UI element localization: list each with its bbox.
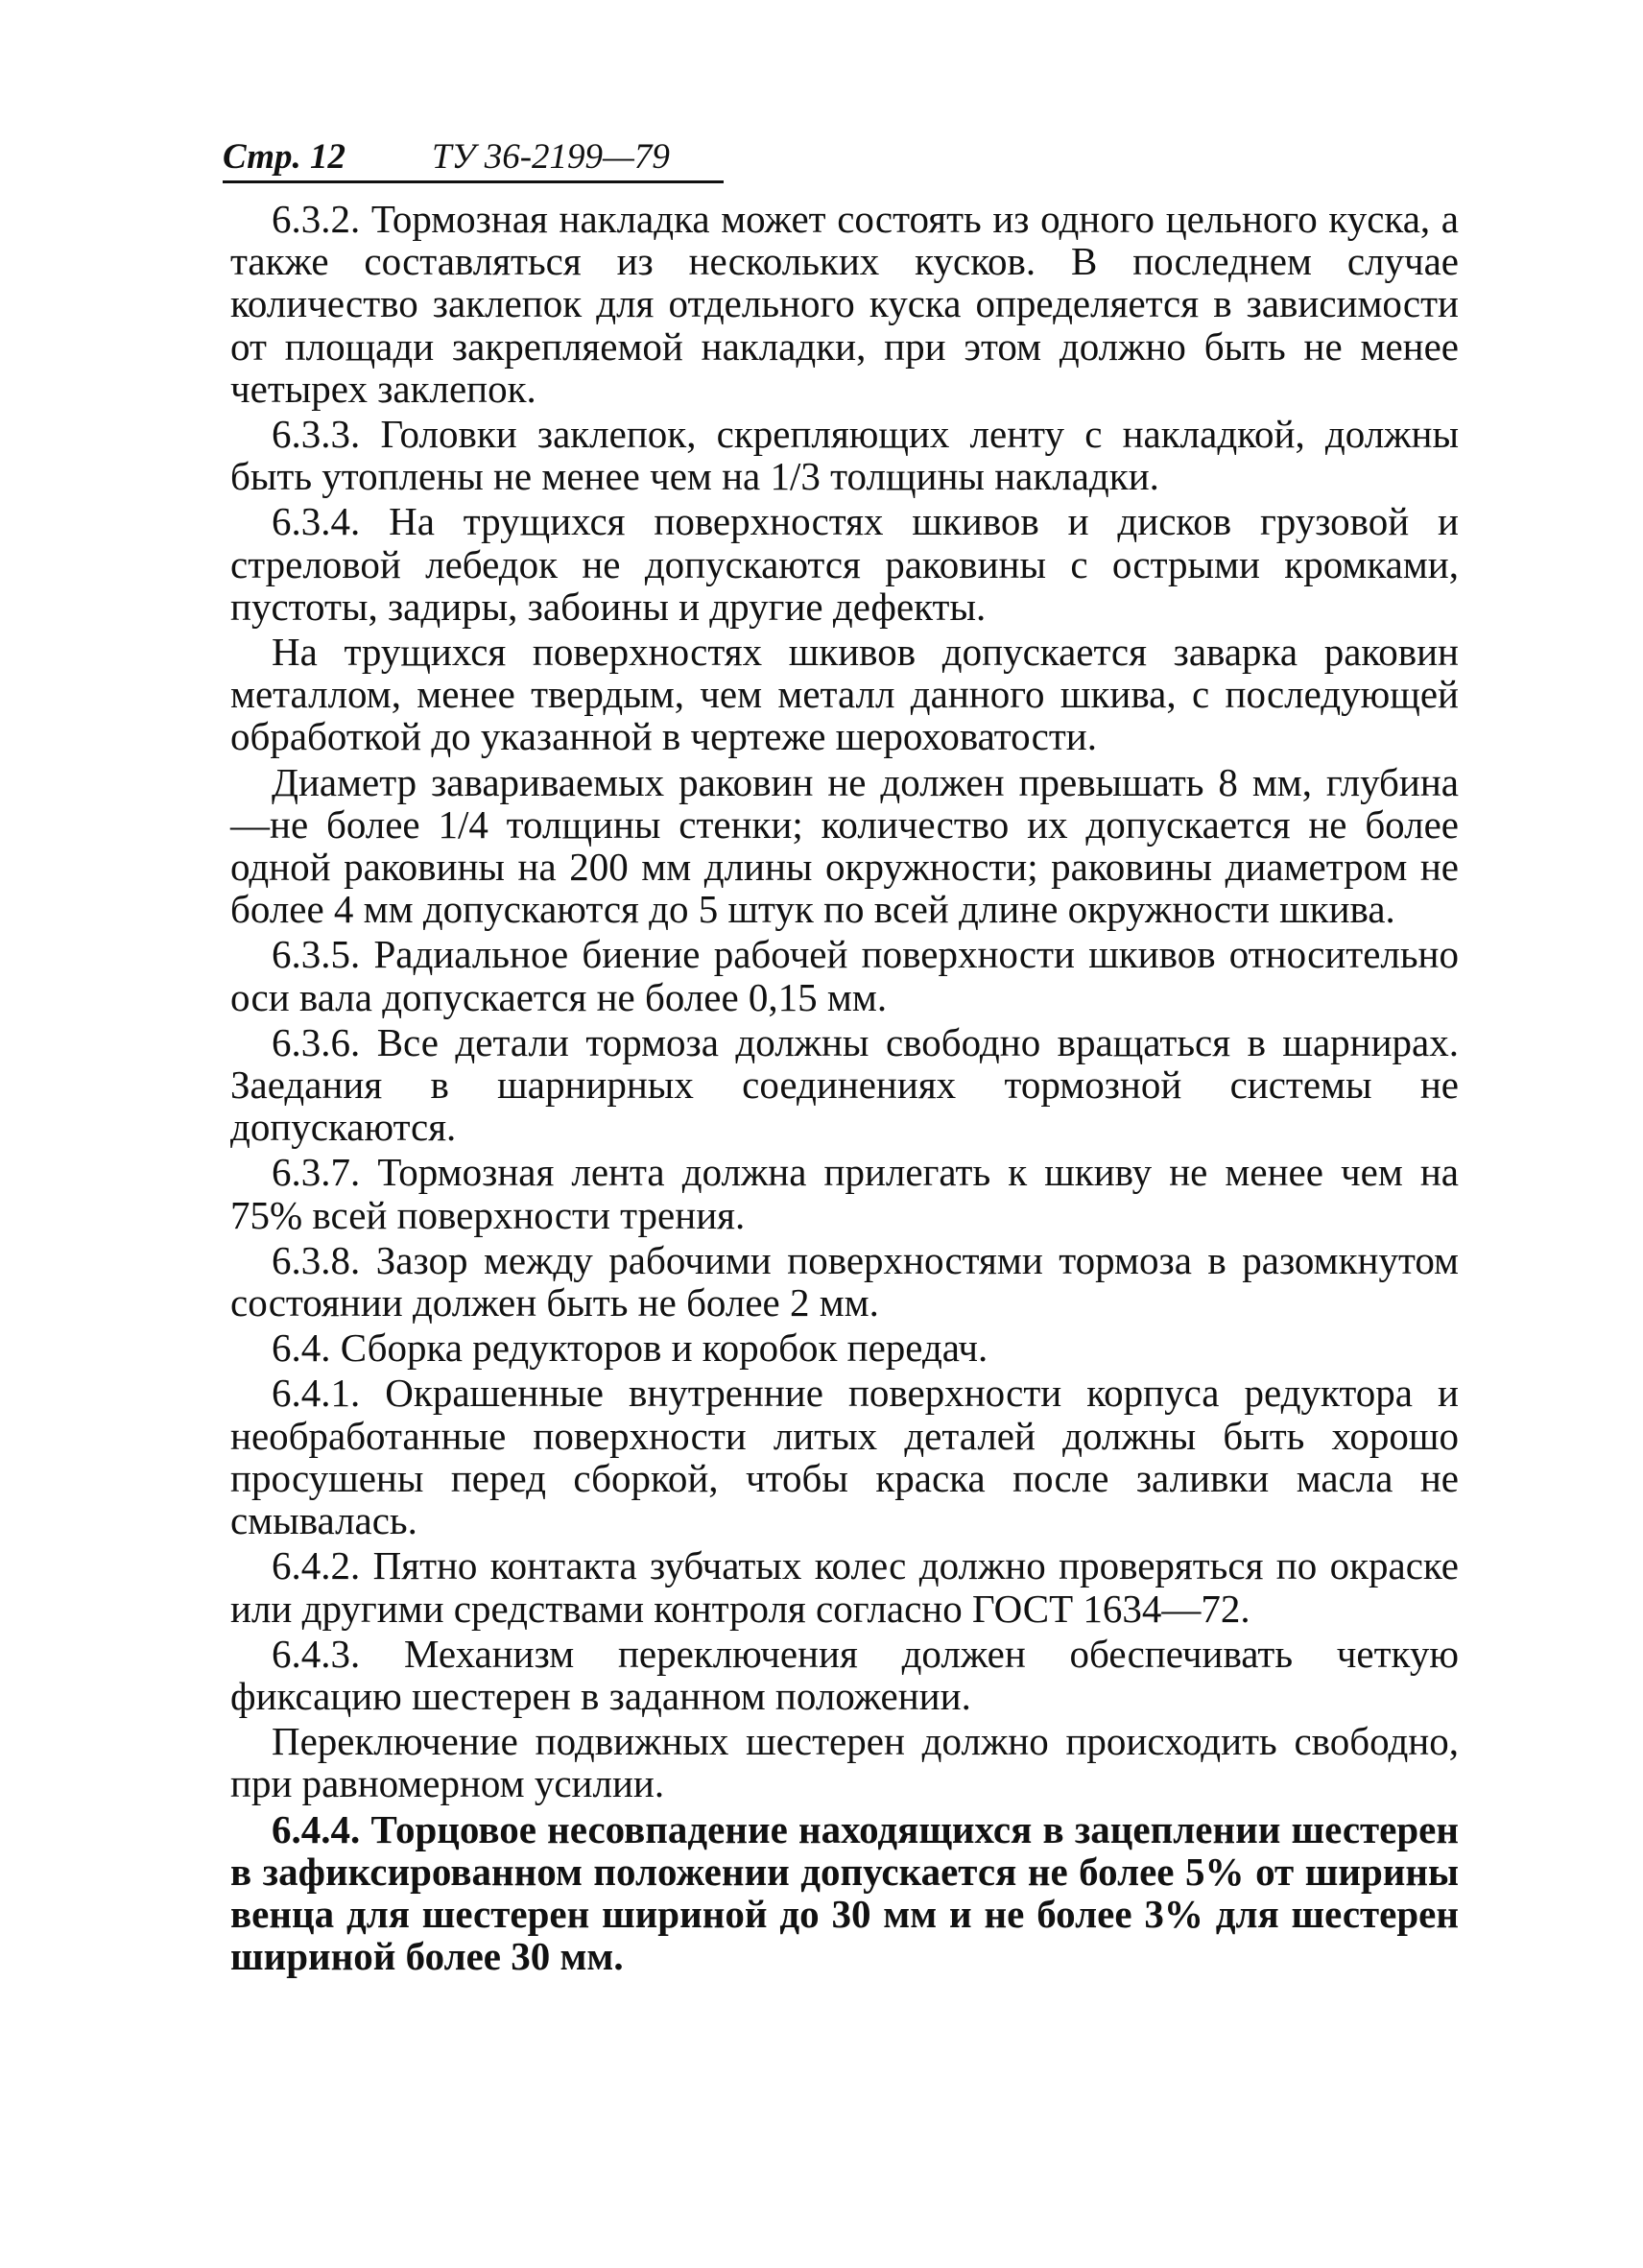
paragraph-6-3-4: 6.3.4. На трущихся поверхностях шкивов и дисков грузовой и стреловой лебедок не допускаются раковины с острыми кромками, пустоты, задиры, забоины и другие дефекты.: [230, 499, 1459, 629]
document-code: ТУ 36-2199—79: [431, 137, 670, 177]
paragraph-6-3-3: 6.3.3. Головки заклепок, скрепляющих ленту с накладкой, должны быть утоплены не менее чем на 1/3 толщины накладки.: [230, 412, 1459, 499]
paragraph-6-3-8: 6.3.8. Зазор между рабочими поверхностями тормоза в разомкнутом состоянии должен быть не более 2 мм.: [230, 1237, 1459, 1325]
paragraph-6-3-2: 6.3.2. Тормозная накладка может состоять из одного цельного куска, а также составляться из нескольких кусков. В последнем случае количество заклепок для отдельного куска определяется в зависимости от площади закрепляемой накладки, при этом должно быть не менее четырех заклепок.: [230, 197, 1459, 411]
paragraph-6-3-6: 6.3.6. Все детали тормоза должны свободно вращаться в шарнирах. Заедания в шарнирных соединениях тормозной системы не допускаются.: [230, 1019, 1459, 1150]
paragraph-gear-switching: Переключение подвижных шестерен должно происходить свободно, при равномерном усилии.: [230, 1719, 1459, 1806]
page-header: [223, 134, 724, 183]
paragraph-6-4-4: 6.4.4. Торцовое несовпадение находящихся в зацеплении шестерен в зафиксированном положении допускается не более 5% от ширины венца для шестерен шириной до 30 мм и не более 3% для шестерен шириной более 30 мм.: [230, 1806, 1459, 1979]
document-body: [230, 198, 1459, 1980]
paragraph-6-3-7: 6.3.7. Тормозная лента должна прилегать к шкиву не менее чем на 75% всей поверхности трения.: [230, 1150, 1459, 1237]
section-heading-6-4: 6.4. Сборка редукторов и коробок передач.: [272, 1325, 988, 1371]
paragraph-6-3-5: 6.3.5. Радиальное биение рабочей поверхности шкивов относительно оси вала допускается не более 0,15 мм.: [230, 932, 1459, 1019]
paragraph-6-4-3: 6.4.3. Механизм переключения должен обеспечивать четкую фиксацию шестерен в заданном положении.: [230, 1631, 1459, 1718]
paragraph-6-4-1: 6.4.1. Окрашенные внутренние поверхности корпуса редуктора и необработанные поверхности литых деталей должны быть хорошо просушены перед сборкой, чтобы краска после заливки масла не смывалась.: [230, 1371, 1459, 1543]
page-number: Стр. 12: [223, 137, 345, 177]
paragraph-welding-repair: На трущихся поверхностях шкивов допускается заварка раковин металлом, менее твердым, чем металл данного шкива, с последующей обработкой до указанной в чертеже шероховатости.: [230, 630, 1459, 759]
paragraph-cavity-diameter: Диаметр завариваемых раковин не должен превышать 8 мм, глубина—не более 1/4 толщины стенки; количество их допускается не более одной раковины на 200 мм длины окружности; раковины диаметром не более 4 мм допускаются до 5 штук по всей длине окружности шкива.: [230, 759, 1459, 932]
paragraph-6-4-2: 6.4.2. Пятно контакта зубчатых колес должно проверяться по окраске или другими средствами контроля согласно ГОСТ 1634—72.: [230, 1543, 1459, 1631]
